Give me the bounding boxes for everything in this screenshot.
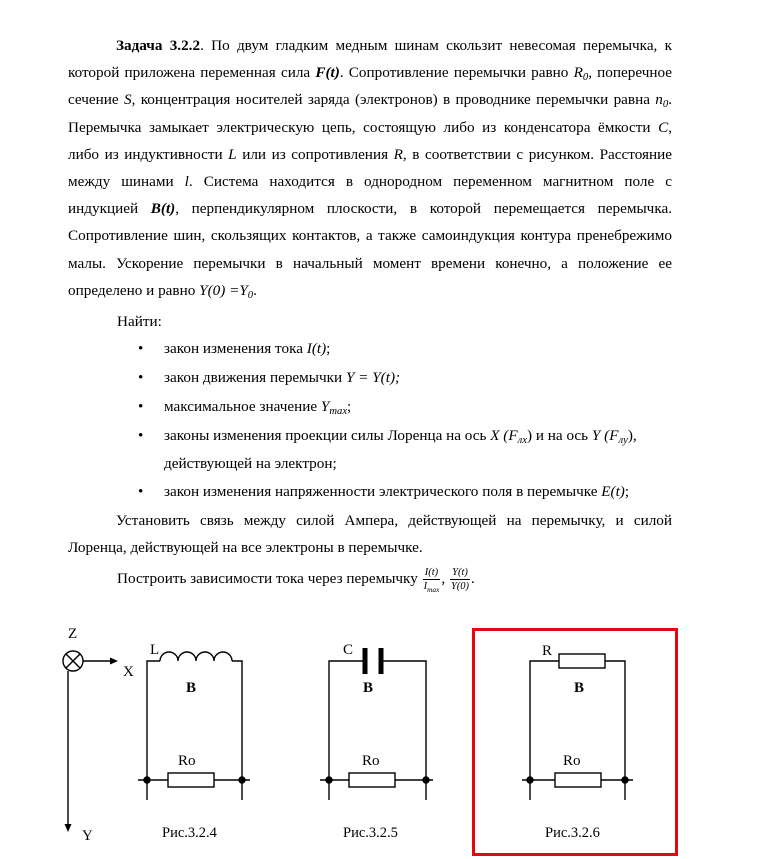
- relation-paragraph: Установить связь между силой Ампера, действующей на перемычку, и силой Лоренца, действующей на все электроны в перемычке.: [68, 512, 672, 557]
- coordinate-axes: [63, 651, 118, 832]
- element-label: L: [150, 642, 160, 658]
- circuit-inductor: [138, 652, 250, 800]
- resistor-r0-icon: [349, 773, 395, 787]
- axis-z-label: Z: [68, 626, 78, 642]
- element-label: R: [542, 643, 553, 659]
- force-symbol: F(t): [315, 64, 340, 82]
- figure-caption: Рис.3.2.4: [162, 825, 217, 841]
- axis-y-label: Y: [82, 828, 93, 844]
- list-item: • закон изменения напряженности электрического поля в перемычке E(t);: [138, 483, 630, 500]
- problem-statement: Задача 3.2.2. По двум гладким медным шинам скользит невесомая перемычка, к которой приложена переменная сила F(t). Сопротивление перемычки равно $R_0$, поперечное сечение S, концентрация носителей заряда (электронов) в проводнике перемычки равна $n_0$. Перемычка замыкает электрическую цепь, состоящую либо из конденсатора ёмкости C, либо из индуктивности L или из сопротивления R, в соответствии с рисунком. Расстояние между шинами l. Система находится в однородном переменном магнитном поле с индукцией B(t), перпендикулярном плоскости, в которой перемещается перемычка. Сопротивление шин, скользящих контактов, а также самоиндукция контура пренебрежимо малы. Ускорение перемычки в начальный момент времени конечно, а положение ее определено и равно $Y(0) =Y_0$.: [68, 37, 672, 301]
- field-label: B: [574, 680, 585, 696]
- figure-caption: Рис.3.2.6: [545, 825, 600, 841]
- r0-label: Ro: [362, 753, 380, 769]
- r0-label: Ro: [178, 753, 196, 769]
- field-label: B: [186, 680, 197, 696]
- bfield-symbol: B(t): [150, 200, 176, 218]
- list-item: • законы изменения проекции силы Лоренца на ось X $(F_{лх})$ и на ось Y $(F_{лy})$, действующей на электрон;: [138, 427, 637, 472]
- figure-caption: Рис.3.2.5: [343, 825, 398, 841]
- inductor-coil-icon: [160, 652, 232, 661]
- resistor-r0-icon: [168, 773, 214, 787]
- problem-heading: Задача 3.2.2: [116, 37, 201, 54]
- fraction-position: $\frac{Y(t)}{Y(0)}$: [450, 567, 470, 592]
- r0-label: Ro: [563, 753, 581, 769]
- axis-x-label: X: [123, 664, 134, 680]
- highlight-frame: [472, 628, 678, 856]
- fraction-current: $\frac{I(t)}{I_{max}}$: [423, 567, 440, 594]
- element-label: C: [343, 642, 354, 658]
- list-item: • закон движения перемычки Y = Y(t);: [138, 369, 401, 386]
- circuit-capacitor: [320, 648, 433, 800]
- plot-instruction: Построить зависимости тока через перемычку $\frac{I(t)}{I_{max}}$ , $\frac{Y(t)}{Y(0)}$ .: [117, 567, 475, 594]
- task-list: [134, 334, 674, 506]
- field-label: B: [363, 680, 374, 696]
- find-heading: Найти:: [117, 313, 162, 330]
- list-item: • закон изменения тока I(t);: [138, 340, 331, 357]
- list-item: • максимальное значение $Y_{max}$;: [138, 398, 352, 417]
